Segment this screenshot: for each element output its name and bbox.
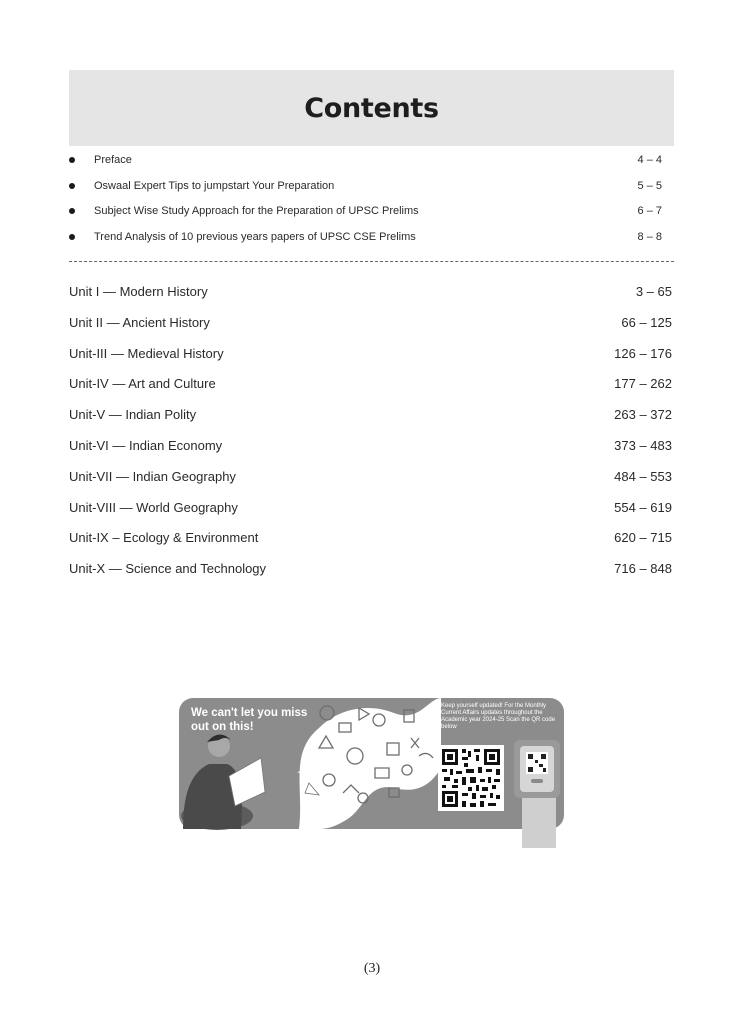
- unit-pages: 716 – 848: [614, 561, 672, 577]
- unit-row[interactable]: [69, 497, 672, 528]
- unit-row[interactable]: [69, 281, 672, 312]
- preliminary-sections-list: [69, 150, 665, 253]
- list-item-label: Oswaal Expert Tips to jumpstart Your Preparation: [94, 179, 335, 192]
- unit-pages: 373 – 483: [614, 437, 672, 453]
- unit-row[interactable]: [69, 373, 672, 404]
- list-item-pages: 8 – 8: [637, 231, 662, 244]
- unit-label: Unit-IV — Art and Culture: [69, 376, 216, 392]
- unit-label: Unit-VI — Indian Economy: [69, 437, 223, 453]
- unit-label: Unit-VIII — World Geography: [69, 499, 238, 515]
- units-list: [69, 281, 672, 589]
- list-item[interactable]: [69, 227, 665, 253]
- unit-pages: 66 – 125: [621, 314, 672, 330]
- unit-row[interactable]: [69, 527, 672, 558]
- unit-pages: 126 – 176: [614, 345, 672, 361]
- promo-headline: We can't let you miss out on this!: [191, 707, 308, 733]
- list-item-label: Subject Wise Study Approach for the Preparation of UPSC Prelims: [94, 205, 419, 218]
- promo-note: Keep yourself updated! For the Monthly Current Affairs updates throughout the Academic year 2024-25 Scan the QR code below: [441, 703, 556, 730]
- unit-row[interactable]: [69, 404, 672, 435]
- unit-row[interactable]: [69, 343, 672, 374]
- unit-pages: 554 – 619: [614, 499, 672, 515]
- unit-label: Unit I — Modern History: [69, 284, 208, 299]
- unit-row[interactable]: [69, 558, 672, 589]
- unit-pages: 263 – 372: [614, 407, 672, 423]
- list-item-pages: 4 – 4: [637, 154, 662, 166]
- bullet-icon: [69, 157, 75, 163]
- list-item[interactable]: [69, 150, 665, 176]
- bullet-icon: [69, 183, 75, 189]
- unit-label: Unit II — Ancient History: [69, 314, 210, 330]
- unit-pages: 177 – 262: [614, 376, 672, 392]
- unit-row[interactable]: [69, 435, 672, 466]
- unit-label: Unit-III — Medieval History: [69, 345, 224, 361]
- unit-pages: 620 – 715: [614, 530, 672, 546]
- dashed-divider: [69, 261, 674, 262]
- list-item-label: Preface: [94, 154, 132, 166]
- current-affairs-promo-banner[interactable]: [179, 698, 564, 829]
- page-number: (3): [363, 961, 381, 976]
- unit-label: Unit-V — Indian Polity: [69, 407, 197, 423]
- list-item-pages: 6 – 7: [637, 205, 662, 218]
- list-item[interactable]: [69, 201, 665, 227]
- bullet-icon: [69, 234, 75, 240]
- bullet-icon: [69, 208, 75, 214]
- unit-label: Unit-X — Science and Technology: [69, 561, 267, 577]
- contents-header: [69, 70, 674, 146]
- page-title: Contents: [304, 92, 439, 124]
- unit-row[interactable]: [69, 466, 672, 497]
- list-item-label: Trend Analysis of 10 previous years papers of UPSC CSE Prelims: [94, 231, 416, 244]
- unit-pages: 484 – 553: [614, 468, 672, 484]
- unit-pages: 3 – 65: [635, 284, 672, 299]
- unit-label: Unit-IX – Ecology & Environment: [69, 530, 259, 546]
- list-item[interactable]: [69, 176, 665, 202]
- unit-label: Unit-VII — Indian Geography: [69, 468, 236, 484]
- unit-row[interactable]: [69, 312, 672, 343]
- qr-code-icon[interactable]: [438, 745, 504, 811]
- list-item-pages: 5 – 5: [637, 179, 662, 192]
